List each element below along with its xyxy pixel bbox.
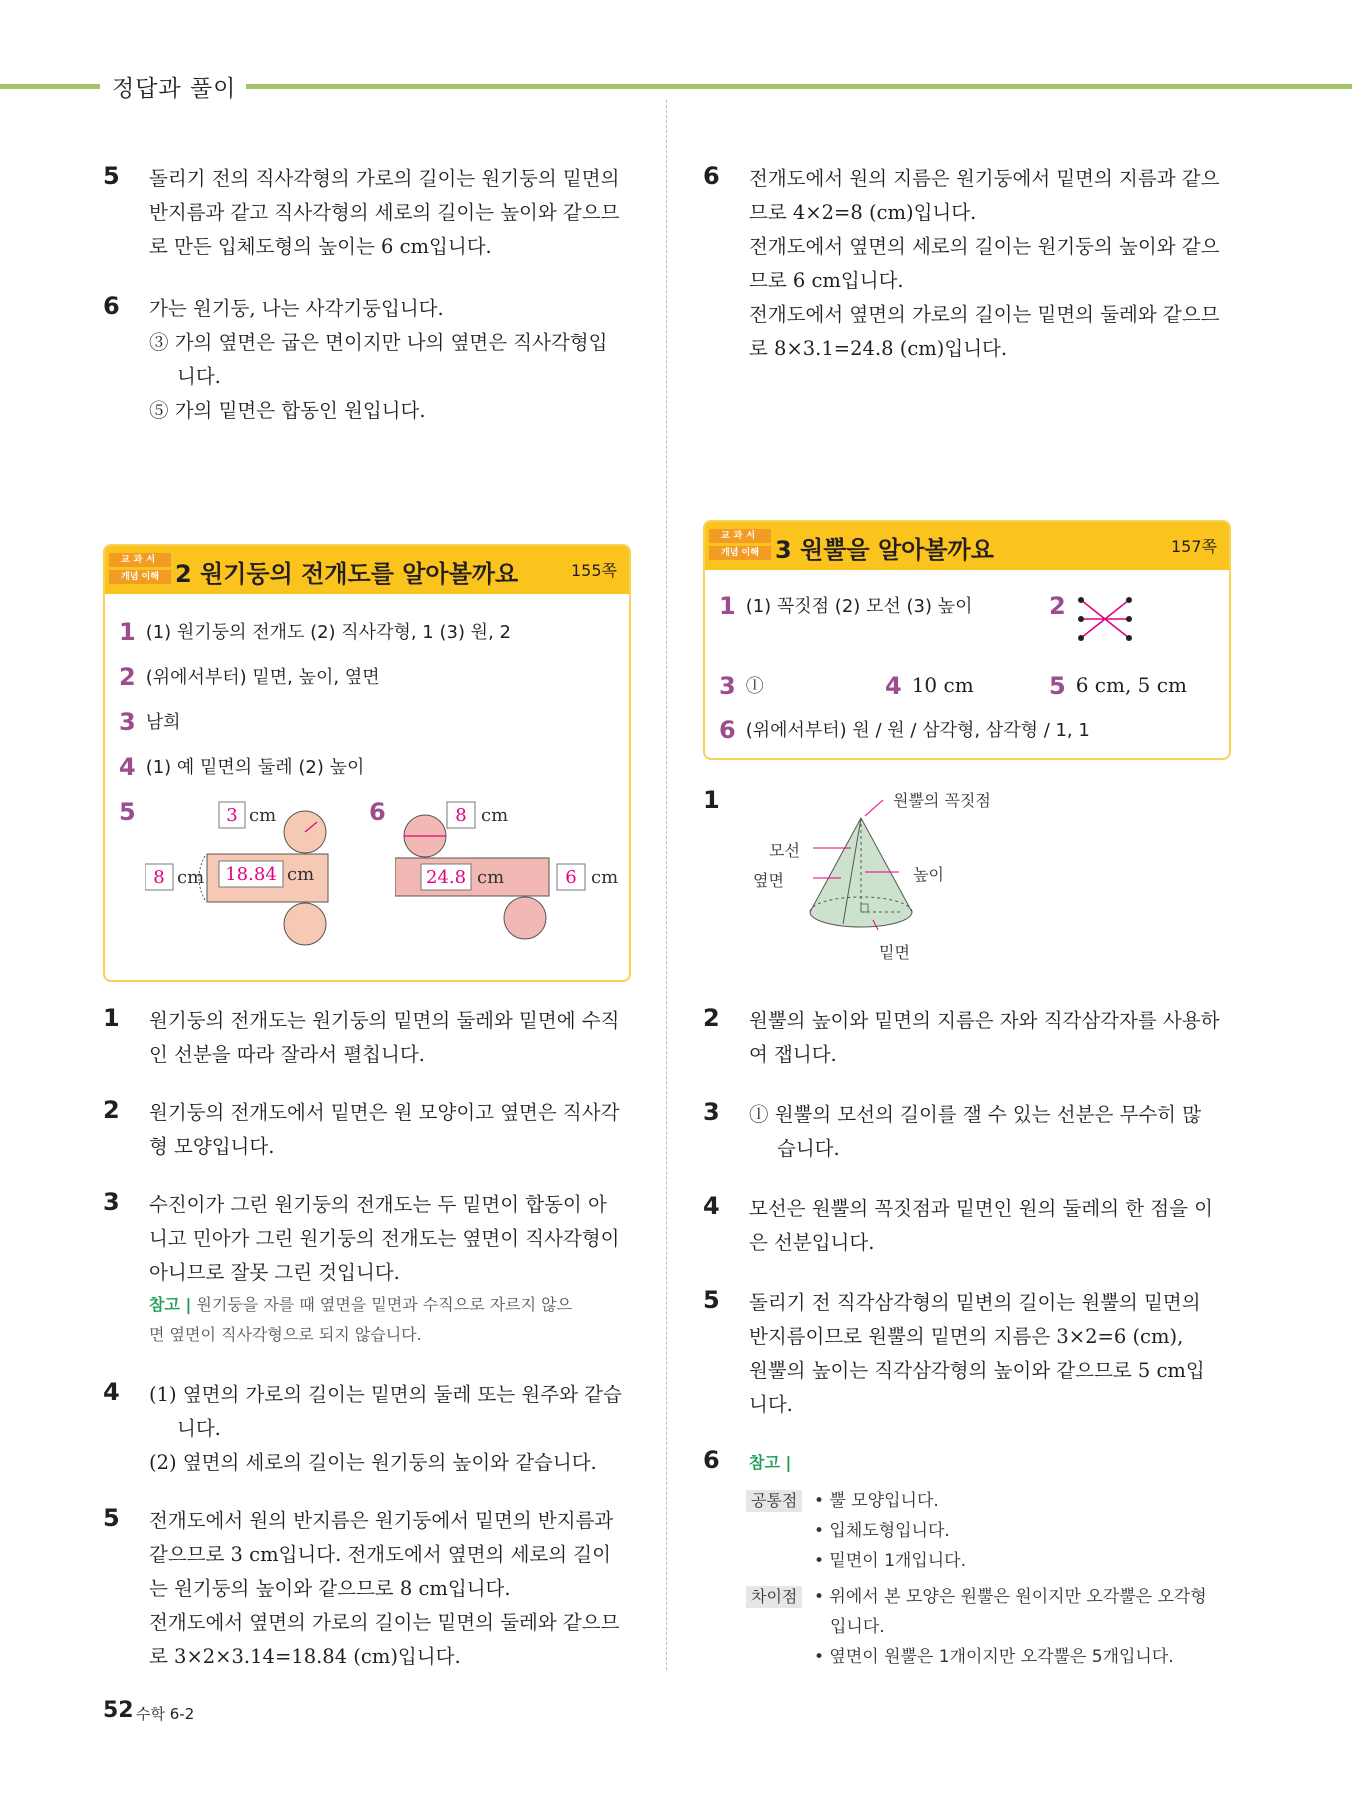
text-line: 같으므로 3 cm입니다. 전개도에서 옆면의 세로의 길이	[149, 1543, 611, 1566]
question-number: 4	[703, 1192, 720, 1220]
answer-4	[119, 753, 364, 781]
text-line: (2) 옆면의 세로의 길이는 원기둥의 높이와 같습니다.	[149, 1451, 597, 1474]
text-line: 므로 6 cm입니다.	[749, 269, 904, 292]
answer-6	[719, 716, 1090, 744]
question-number: 2	[703, 1004, 720, 1032]
question-number: 5	[703, 1286, 720, 1314]
answer-text: 10 cm	[911, 673, 974, 697]
answer-text: (1) 꼭짓점 (2) 모선 (3) 높이	[745, 596, 973, 617]
width-value: 24.8	[425, 867, 467, 888]
unit-label: cm	[177, 867, 205, 888]
cylinder-net-6	[395, 794, 625, 974]
answer-4	[885, 672, 974, 700]
unit-label: cm	[287, 864, 315, 885]
text-line: ⑤ 가의 밑면은 합동인 원입니다.	[149, 399, 426, 422]
left-q6	[103, 292, 643, 428]
right-q1	[703, 786, 1243, 976]
left-q4	[103, 1378, 643, 1480]
dot	[1126, 597, 1132, 603]
unit-label: cm	[477, 867, 505, 888]
left-q5b	[103, 1504, 643, 1674]
header-rule-right	[246, 84, 1352, 89]
dot	[1078, 597, 1084, 603]
text-line: 전개도에서 옆면의 세로의 길이는 원기둥의 높이와 같으	[749, 235, 1220, 258]
text-line: 형 모양입니다.	[149, 1135, 275, 1158]
text-line: 니고 민아가 그린 원기둥의 전개도는 옆면이 직사각형이	[149, 1227, 620, 1250]
badge-bottom: 개념 이해	[109, 570, 171, 584]
page-reference: 155쪽	[571, 561, 617, 580]
answer-1	[119, 618, 511, 646]
right-q2	[703, 1004, 1243, 1072]
note	[149, 1290, 643, 1350]
left-q3	[103, 1188, 643, 1350]
text-line: 로 3×2×3.14=18.84 (cm)입니다.	[149, 1645, 461, 1668]
diff-item: • 위에서 본 모양은 원뿔은 원이지만 오각뿔은 오각형	[814, 1587, 1207, 1607]
answer-3	[719, 672, 764, 700]
radius-value: 3	[226, 805, 238, 826]
text-line: 반지름이므로 원뿔의 밑면의 지름은 3×2=6 (cm),	[749, 1325, 1184, 1348]
answer-text: (1) 원기둥의 전개도 (2) 직사각형, 1 (3) 원, 2	[145, 622, 511, 643]
diff-tag: 차이점	[746, 1586, 802, 1608]
badge-top: 교과서	[109, 553, 171, 567]
bottom-circle	[504, 897, 546, 939]
text-line: 돌리기 전의 직사각형의 가로의 길이는 원기둥의 밑면의	[149, 167, 620, 190]
textbook-badge	[709, 529, 771, 563]
right-q6	[703, 162, 1243, 366]
note-line: 원기둥을 자를 때 옆면을 밑면과 수직으로 자르지 않으	[196, 1295, 573, 1314]
text-line: 원기둥의 전개도에서 밑면은 원 모양이고 옆면은 직사각	[149, 1101, 620, 1124]
left-q2	[103, 1096, 643, 1164]
concept-box-3	[703, 520, 1231, 760]
apex-pointer	[865, 800, 883, 816]
concept-box-header	[705, 522, 1229, 570]
height-value: 6	[565, 867, 577, 888]
text-line: 가는 원기둥, 나는 사각기둥입니다.	[149, 297, 444, 320]
badge-bottom: 개념 이해	[709, 546, 771, 560]
answer-3	[119, 708, 180, 736]
badge-top: 교과서	[709, 529, 771, 543]
question-number: 1	[703, 786, 720, 814]
dot	[1078, 635, 1084, 641]
question-number: 1	[103, 1004, 120, 1032]
answer-text: ⓛ	[745, 676, 764, 697]
book-title: 수학 6-2	[136, 1705, 195, 1723]
dot	[1126, 635, 1132, 641]
answer-2	[119, 663, 380, 691]
answer-number: 6	[719, 716, 736, 744]
text-line: 원뿔의 높이와 밑면의 지름은 자와 직각삼각자를 사용하	[749, 1009, 1220, 1032]
header-title: 정답과 풀이	[112, 76, 237, 102]
note-tag: 참고 |	[749, 1453, 792, 1472]
apex-label: 원뿔의 꼭짓점	[893, 791, 991, 810]
text-line: 전개도에서 원의 지름은 원기둥에서 밑면의 지름과 같으	[749, 167, 1220, 190]
text-line: ⓛ 원뿔의 모선의 길이를 잴 수 있는 선분은 무수히 많	[749, 1103, 1202, 1126]
text-line: 전개도에서 원의 반지름은 원기둥에서 밑면의 반지름과	[149, 1509, 614, 1532]
dot	[1078, 616, 1084, 622]
same-item: • 밑면이 1개입니다.	[814, 1551, 967, 1571]
text-line: 습니다.	[777, 1137, 840, 1160]
text-line: 니다.	[177, 365, 221, 388]
answer-number: 6	[369, 798, 386, 826]
header-rule-left	[0, 84, 100, 89]
height-label: 높이	[913, 865, 944, 884]
diff-row	[746, 1582, 802, 1612]
answer-number: 1	[719, 592, 736, 620]
side-label: 옆면	[753, 871, 784, 890]
text-line: 로 8×3.1=24.8 (cm)입니다.	[749, 337, 1008, 360]
answer-number: 4	[119, 753, 136, 781]
answer-number: 3	[119, 708, 136, 736]
concept-box-title: 3 원뿔을 알아볼까요	[775, 536, 994, 564]
answer-number: 1	[119, 618, 136, 646]
answer-text: 6 cm, 5 cm	[1075, 673, 1187, 697]
text-line: 돌리기 전 직각삼각형의 밑변의 길이는 원뿔의 밑면의	[749, 1291, 1201, 1314]
text-line: 전개도에서 옆면의 가로의 길이는 밑면의 둘레와 같으므	[149, 1611, 620, 1634]
cylinder-net-5	[145, 794, 365, 974]
answer-text: (위에서부터) 밑면, 높이, 옆면	[145, 667, 380, 688]
bottom-circle	[284, 903, 326, 945]
text-line: 반지름과 같고 직사각형의 세로의 길이는 높이와 같으므	[149, 201, 620, 224]
right-q3	[703, 1098, 1243, 1166]
answer-1	[719, 592, 973, 620]
answer-text: 남희	[145, 712, 181, 733]
answer-text: (1) 예 밑면의 둘레 (2) 높이	[145, 757, 365, 778]
diameter-value: 8	[455, 805, 467, 826]
side-rectangle	[395, 858, 549, 896]
text-line: 로 만든 입체도형의 높이는 6 cm입니다.	[149, 235, 492, 258]
column-divider	[666, 100, 667, 1670]
answer-6	[369, 798, 396, 826]
text-line: (1) 옆면의 가로의 길이는 밑면의 둘레 또는 원주와 같습	[149, 1383, 622, 1406]
answer-number: 2	[1049, 592, 1066, 620]
question-number: 6	[703, 162, 720, 190]
text-line: 원기둥의 전개도는 원기둥의 밑면의 둘레와 밑면에 수직	[149, 1009, 620, 1032]
same-list	[814, 1486, 966, 1576]
text-line: 수진이가 그린 원기둥의 전개도는 두 밑면이 합동이 아	[149, 1193, 607, 1216]
note-line: 면 옆면이 직사각형으로 되지 않습니다.	[149, 1325, 422, 1344]
concept-box-2	[103, 544, 631, 982]
text-line: 아니므로 잘못 그린 것입니다.	[149, 1261, 400, 1284]
text-line: 원뿔의 높이는 직각삼각형의 높이와 같으므로 5 cm입	[749, 1359, 1205, 1382]
question-number: 4	[103, 1378, 120, 1406]
question-number: 6	[703, 1446, 720, 1474]
concept-box-title: 2 원기둥의 전개도를 알아볼까요	[175, 560, 519, 588]
same-row	[746, 1486, 802, 1516]
answer-number: 2	[119, 663, 136, 691]
unit-label: cm	[591, 867, 619, 888]
text-line: 인 선분을 따라 잘라서 펼칩니다.	[149, 1043, 425, 1066]
answer-5	[1049, 672, 1187, 700]
concept-box-header	[105, 546, 629, 594]
height-value: 8	[153, 867, 165, 888]
diff-list	[814, 1582, 1207, 1672]
dot	[1126, 616, 1132, 622]
slant-label: 모선	[769, 841, 800, 860]
right-q6b	[703, 1446, 1243, 1480]
answer-2	[1049, 592, 1076, 620]
right-q4	[703, 1192, 1243, 1260]
answer-number: 5	[119, 798, 136, 826]
left-q5	[103, 162, 643, 264]
text-line: 여 잽니다.	[749, 1043, 837, 1066]
text-line: 니다.	[177, 1417, 221, 1440]
text-line: 전개도에서 옆면의 가로의 길이는 밑면의 둘레와 같으므	[749, 303, 1220, 326]
question-number: 3	[103, 1188, 120, 1216]
answer-number: 5	[1049, 672, 1066, 700]
diff-item: • 옆면이 원뿔은 1개이지만 오각뿔은 5개입니다.	[814, 1647, 1174, 1667]
unit-label: cm	[481, 805, 509, 826]
left-q1	[103, 1004, 643, 1072]
base-label: 밑면	[879, 943, 910, 962]
unit-label: cm	[249, 805, 277, 826]
text-line: 는 원기둥의 높이와 같으므로 8 cm입니다.	[149, 1577, 511, 1600]
answer-text: (위에서부터) 원 / 원 / 삼각형, 삼각형 / 1, 1	[745, 720, 1090, 741]
question-number: 3	[703, 1098, 720, 1126]
same-tag: 공통점	[746, 1490, 802, 1512]
answer-number: 4	[885, 672, 902, 700]
question-number: 5	[103, 1504, 120, 1532]
answer-5	[119, 798, 146, 826]
question-number: 6	[103, 292, 120, 320]
diff-item: 입니다.	[830, 1617, 885, 1637]
text-line: 니다.	[749, 1393, 793, 1416]
matching-lines	[1075, 594, 1135, 644]
text-line: ③ 가의 옆면은 굽은 면이지만 나의 옆면은 직사각형입	[149, 331, 608, 354]
text-line: 므로 4×2=8 (cm)입니다.	[749, 201, 977, 224]
textbook-badge	[109, 553, 171, 587]
width-value: 18.84	[225, 864, 277, 885]
page-reference: 157쪽	[1171, 537, 1217, 556]
page-number: 52	[103, 1698, 134, 1723]
same-item: • 입체도형입니다.	[814, 1521, 950, 1541]
question-number: 5	[103, 162, 120, 190]
text-line: 은 선분입니다.	[749, 1231, 875, 1254]
answer-number: 3	[719, 672, 736, 700]
note-tag: 참고 |	[149, 1295, 192, 1314]
right-q5	[703, 1286, 1243, 1422]
same-item: • 뿔 모양입니다.	[814, 1491, 939, 1511]
text-line: 모선은 원뿔의 꼭짓점과 밑면인 원의 둘레의 한 점을 이	[749, 1197, 1214, 1220]
question-number: 2	[103, 1096, 120, 1124]
